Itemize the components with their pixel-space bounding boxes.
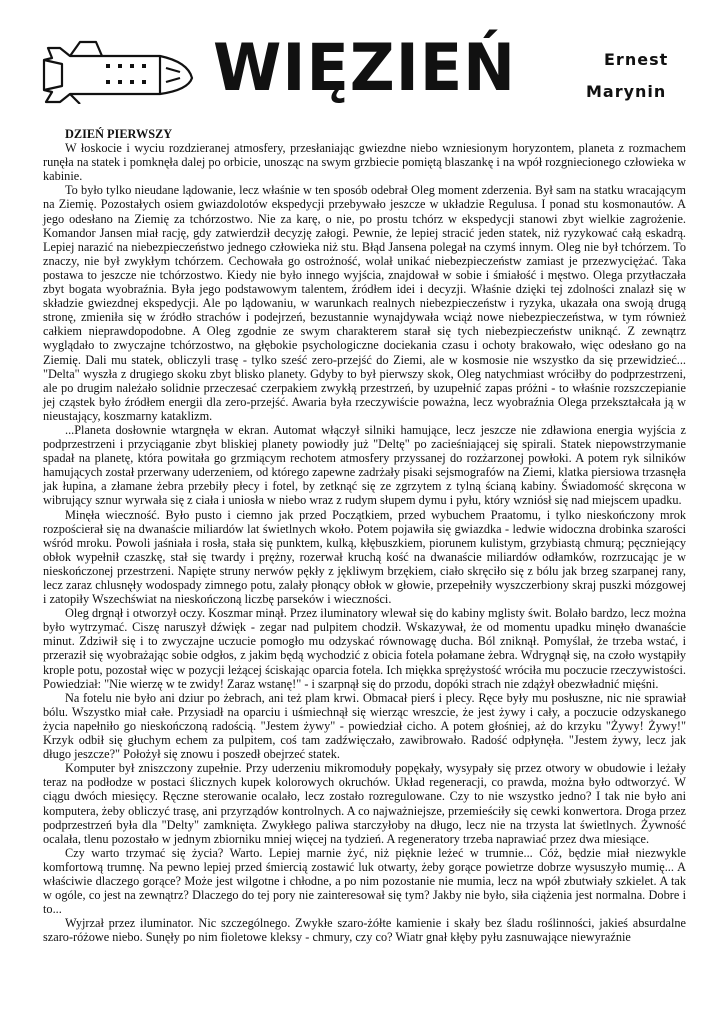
- paragraph: Komputer był zniszczony zupełnie. Przy uderzeniu mikromoduły popękały, wysypały się przez otwory w obudowie i leżały teraz na podłodze w postaci ślicznych kupek kolorowych okruchów. Układ regeneracji, co prawda, można było odtworzyć. W ciągu dwóch miesięcy. Ręczne sterowanie ocalało, lecz zostało rozregulowane. Czy to nie wszystko jedno? I tak nie było ani komputera, żeby obliczyć trasę, ani przyrządów kontrolnych. A co najważniejsze, przemieściły się cewki konwertora. Droga przez podprzestrzeń była dla "Delty" zamknięta. Zwykłego paliwa starczyłoby na długo, lecz nie na trzysta lat świetlnych. Żywność ocalała, tlenu pozostało w jednym zbiorniku mniej więcej na tydzień. A regeneratory trzeba naprawiać przez dwa miesiące.: [43, 761, 686, 846]
- paragraph: To było tylko nieudane lądowanie, lecz właśnie w ten sposób odebrał Oleg moment zderzenia. Był sam na statku wracającym na Ziemię. Pozostałych osiem gwiazdolotów ekspedycji przebywało jeszcze w układzie Regulusa. I ponad stu kosmonautów. A jego odesłano na Ziemię za tchórzostwo. Nie za karę, o nie, po prostu tchórz w ekspedycji stanowi zbyt wielkie zagrożenie. Komandor Jansen miał rację, gdy zatwierdził decyzję załogi. Pewnie, że lepiej stracić jeden statek, niż ryzykować całą eskadrą. Lepiej narazić na niebezpieczeństwo jednego człowieka niż stu. Błąd Jansena polegał na czymś innym. Oleg nie był tchórzem. To znaczy, nie był zwykłym tchórzem. Cechowała go ostrożność, wolał unikać niebezpieczeństw zamiast je przezwyciężać. Taka postawa to jeszcze nie tchórzostwo. Kiedy nie było innego wyjścia, znajdował w sobie i śmiałość i męstwo. Olega przytłaczała zbyt bogata wyobraźnia. Była jego podstawowym talentem, źródłem idei i decyzji. Właśnie dzięki tej zdolności znalazł się w składzie gwiezdnej ekspedycji. Ale po lądowaniu, w warunkach realnych niebezpieczeństw i ryzyka, ukazała ona swoją drugą stronę, zmieniła się w źródło strachów i podejrzeń, bezustannie wynajdywała wciąż nowe niebezpieczeństwa, w tym również całkiem nieprawdopodobne. A Oleg zgodnie ze swym charakterem starał się tych niebezpieczeństw uniknąć. Z zewnątrz wyglądało to zwyczajne tchórzostwo, na głębokie psychologiczne dociekania czasu i ochoty brakowało, więc odesłano go na Ziemię. Dali mu statek, obliczyli trasę - tylko sześć zero-przejść do Ziemi, ale w kosmosie nie wszystko da się przewidzieć... "Delta" wyszła z drugiego skoku zbyt blisko planety. Gdyby to był pierwszy skok, Oleg natychmiast wróciłby do podprzestrzeni, ale po drugim należało solidnie przeczesać czerpakiem zwykłą przestrzeń, by uzupełnić zapas próżni - to właśnie rozszczepianie jej cząstek było źródłem energii dla zero-przejść. Awaria była rzeczywiście poważna, lecz wyobraźnia Olega przekształcała ją w nieustający, koszmarny kataklizm.: [43, 183, 686, 423]
- paragraph: Czy warto trzymać się życia? Warto. Lepiej marnie żyć, niż pięknie leżeć w trumnie... Cóż, będzie miał niezwykle komfortową trumnę. Na pewno lepiej przed śmiercią zostawić luk otwarty, żeby gorące powietrze dobrze wysuszyło mumię... A właściwie dlaczego gorące? Może jest wilgotne i chłodne, a po nim pozostanie nie mumia, lecz na wpół zbutwiały szkielet. A tak w ogóle, co jest na zewnątrz? Dlaczego do tej pory nie zainteresował się tym? Jakby nie było, siła ciążenia jest normalna. Dobre i to...: [43, 845, 686, 917]
- page-header: [0, 0, 724, 120]
- author-name: [586, 44, 706, 108]
- paragraph: Wyjrzał przez iluminator. Nic szczególnego. Zwykłe szaro-żółte kamienie i skały bez śladu roślinności, jakieś absurdalne szaro-różowe niebo. Sunęły po nim fioletowe kleksy - chmury, czy co? Wiatr gnał kłęby pyłu zasnuwające niewyraźnie: [43, 916, 686, 945]
- paragraph: Oleg drgnął i otworzył oczy. Koszmar minął. Przez iluminatory wlewał się do kabiny mglisty świt. Bolało bardzo, lecz można było wytrzymać. Ciszę naruszył dźwięk - zegar nad pulpitem chodził. Wskazywał, że od momentu upadku minęło dwanaście minut. Zdziwił się i to zwyczajne uczucie pomogło mu odzyskać równowagę ducha. Ból zniknął. Pomyślał, że trzeba wstać, i przeraził się wyobrażając sobie odgłos, z jakim będą wychodzić z obicia fotela połamane żebra. Wdrygnął się, na czoło wystąpiły krople potu, pozostał więc w pozycji leżącej ściskając oparcia fotela. Ich miękka sprężystość wróciła mu poczucie rzeczywistości. Powiedział: "Nie wierzę w te zwidy! Zaraz wstanę!" - i szarpnął się do przodu, dopóki strach nie zdążył obezwładnić mięśni.: [43, 606, 686, 691]
- paragraph: Minęła wieczność. Było pusto i ciemno jak przed Początkiem, przed wybuchem Praatomu, i tylko nieskończony mrok rozpościerał się na dwanaście miliardów lat świetlnych wkoło. Potem pojawiła się gwiazdka - ledwie widoczna drobinka szarości wśród mroku. Powoli jaśniała i rosła, stała się punktem, kulką, kłębuszkiem, piorunem kulistym, grzybiastą chmurą; pęczniejący obłok wypełnił czaszkę, stał się twardy i prężny, rozerwał kruchą kość na dwanaście miliardów odłamków, rozrzucając je w nieskończonej przestrzeni. Napięte struny nerwów pękły z jękliwym brzękiem, ciało skręciło się z bólu jak brzeg szarpanej rany, lecz zaraz chlusnęły wodospady zimnego potu, zalały płonący obłok w głowie, przepełniły wyszczerbiony skraj puszki mózgowej i zatopiły Wszechświat na nieskończoną liczbę parseków i wieczności.: [43, 507, 686, 607]
- paragraph: ...Planeta dosłownie wtargnęła w ekran. Automat włączył silniki hamujące, lecz jeszcze nie zdławiona energia wyjścia z podprzestrzeni i przyciąganie zbyt bliskiej planety powiodły już "Deltę" po zacieśniającej się spirali. Statek niepowstrzymanie spadał na planetę, która powitała go grzmiącym rechotem atmosfery przyssanej do rozżarzonej powłoki. A potem ryk silników hamujących został przerwany uderzeniem, od którego zapewne zadrżały pisaki sejsmografów na Ziemi, klatka piersiowa trzasnęła jak łupina, a złamane żebra przebiły płecy i fotel, by zetknąć się ze zgrzytem z tylną ścianą kabiny. Świadomość skręcona w wibrujący sznur wyrwała się z ciała i uniosła w niebo wraz z rudym słupem dymu i pyłu, który wzniósł się nad miejscem upadku.: [43, 422, 686, 508]
- paragraph: W łoskocie i wyciu rozdzieranej atmosfery, przesłaniając gwiezdne niebo wzniesionym horyzontem, planeta z rozmachem runęła na statek i pomknęła dalej po orbicie, unosząc na swym grzbiecie pomiętą blaszankę i na wpół rozgniecionego człowieka w kabinie.: [43, 141, 686, 184]
- author-first-name: Ernest: [604, 50, 669, 69]
- page-title: WIĘZIEŃ: [213, 29, 517, 106]
- rocket-icon: [40, 34, 195, 104]
- paragraph: Na fotelu nie było ani dziur po żebrach, ani też plam krwi. Obmacał pierś i plecy. Ręce były mu posłuszne, nic nie sprawiał bólu. Wszystko miał całe. Przysiadł na oparciu i uśmiechnął się wierząc wreszcie, że jest żywy i cały, a poczucie odzyskanego życia napełniło go nieskończoną radością. "Jestem żywy" - powiedział cicho. A potem głośniej, aż do krzyku "Żywy! Żywy!" Krzyk odbił się głuchym echem za pulpitem, coś tam zadźwięczało, zawibrowało. Radość odpłynęła. "Jestem żywy, lecz jak długo jeszcze?" Położył się znowu i poszedł obejrzeć statek.: [43, 690, 686, 762]
- chapter-heading: DZIEŃ PIERWSZY: [65, 127, 173, 141]
- story-text: [43, 127, 686, 944]
- author-last-name: Marynin: [586, 82, 667, 101]
